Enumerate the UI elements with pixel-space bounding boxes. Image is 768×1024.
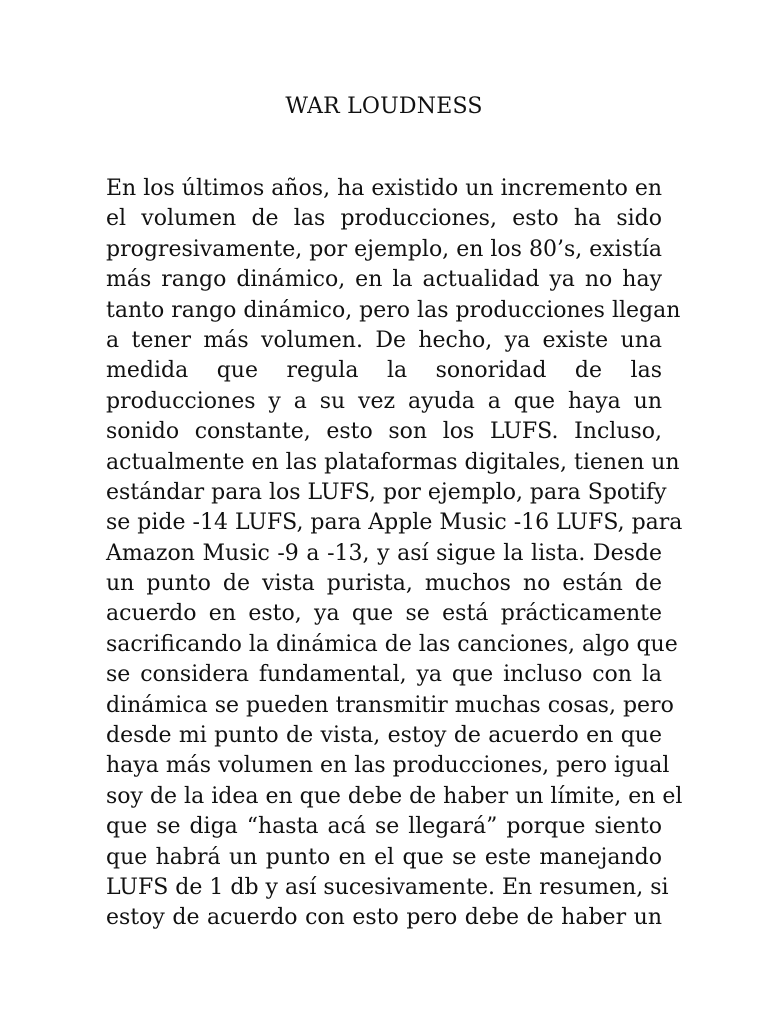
- body-line: que se diga “hasta acá se llegará” porque siento: [106, 814, 662, 840]
- body-line: En los últimos años, ha existido un incremento en: [106, 176, 663, 201]
- body-line: estándar para los LUFS, por ejemplo, para Spotify: [106, 479, 667, 505]
- body-line: dinámica se pueden transmitir muchas cosas, pero: [106, 692, 674, 718]
- body-line: tanto rango dinámico, pero las producciones llegan: [106, 297, 681, 323]
- body-line: sonido constante, esto son los LUFS. Incluso,: [106, 419, 662, 445]
- body-line: un punto de vista purista, muchos no están de: [106, 571, 662, 597]
- body-line: que habrá un punto en el que se este manejando: [106, 844, 662, 870]
- body-line: el volumen de las producciones, esto ha sido: [106, 206, 662, 232]
- body-line: estoy de acuerdo con esto pero debe de haber un: [106, 905, 662, 931]
- body-line: sacrificando la dinámica de las canciones, algo que: [106, 631, 678, 657]
- body-line: producciones y a su vez ayuda a que haya un: [106, 388, 662, 414]
- body-line: medida que regula la sonoridad de las: [106, 358, 662, 384]
- document-body: [106, 174, 683, 934]
- body-line: acuerdo en esto, ya que se está prácticamente: [106, 601, 662, 627]
- body-line: soy de la idea en que debe de haber un límite, en el: [106, 783, 683, 809]
- body-line: desde mi punto de vista, estoy de acuerdo en que: [106, 723, 662, 749]
- body-line: más rango dinámico, en la actualidad ya no hay: [106, 267, 662, 293]
- body-line: haya más volumen en las producciones, pero igual: [106, 753, 670, 779]
- body-line: se pide -14 LUFS, para Apple Music -16 LUFS, para: [106, 510, 683, 536]
- document-title: WAR LOUDNESS: [285, 94, 483, 119]
- body-line: a tener más volumen. De hecho, ya existe una: [106, 327, 662, 353]
- body-line: progresivamente, por ejemplo, en los 80’s, existía: [106, 236, 662, 262]
- body-line: LUFS de 1 db y así sucesivamente. En resumen, si: [106, 874, 669, 900]
- body-line: se considera fundamental, ya que incluso con la: [106, 662, 662, 688]
- body-line: actualmente en las plataformas digitales, tienen un: [106, 449, 680, 475]
- body-line: Amazon Music -9 a -13, y así sigue la lista. Desde: [106, 540, 662, 566]
